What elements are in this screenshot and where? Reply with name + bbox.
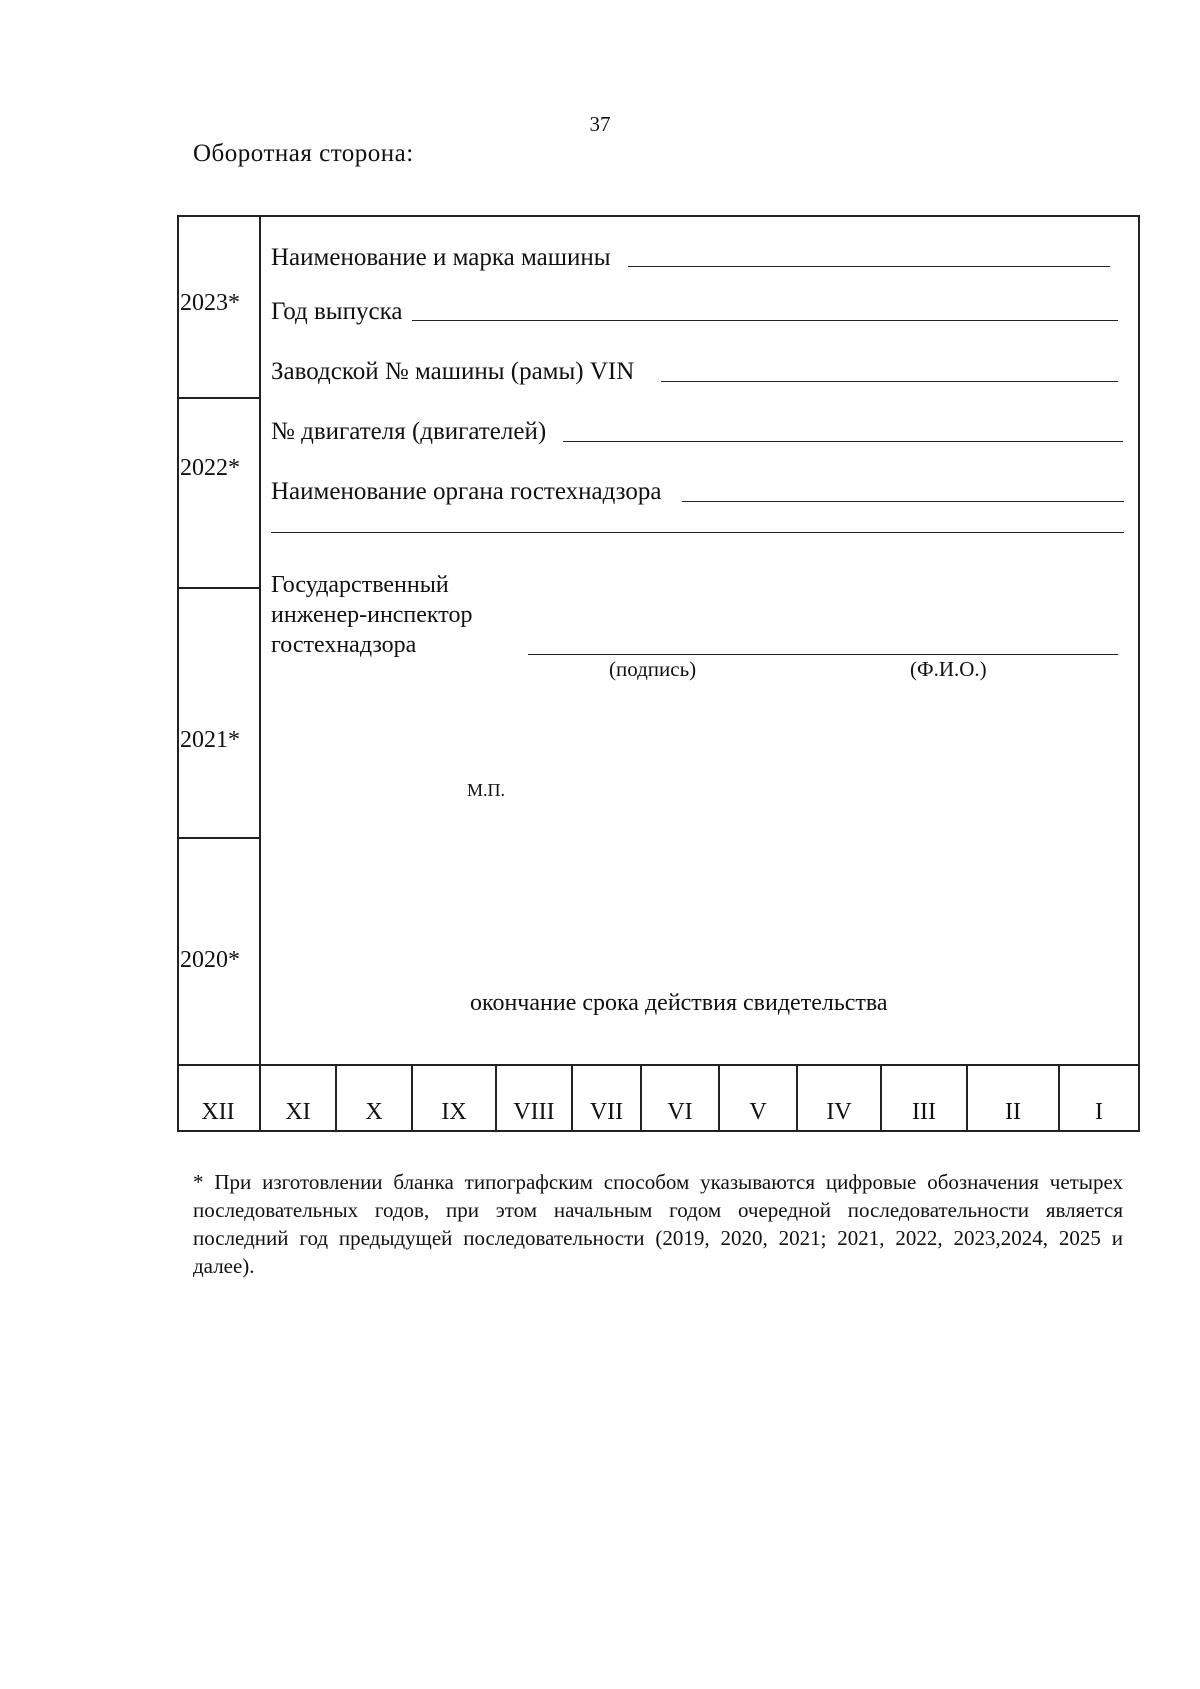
serial-vin-line[interactable]: [661, 381, 1118, 382]
page-number: 37: [589, 112, 611, 136]
month-cell[interactable]: [796, 1065, 880, 1132]
year-label: 2023*: [180, 290, 240, 316]
signature-caption: (подпись): [609, 657, 697, 681]
year-label: 2022*: [180, 455, 240, 481]
expiry-label: окончание срока действия свидетельства: [470, 990, 888, 1016]
months-row: [177, 1065, 1140, 1132]
month-label: II: [1005, 1099, 1021, 1125]
inspector-title-line: Государственный: [271, 572, 449, 598]
month-cell[interactable]: [177, 1065, 259, 1132]
month-cell[interactable]: [259, 1065, 335, 1132]
year-column-divider: [259, 215, 261, 1065]
name-brand-line[interactable]: [628, 266, 1110, 267]
month-label: VII: [589, 1099, 624, 1125]
month-label: III: [912, 1099, 936, 1125]
month-cell[interactable]: [495, 1065, 571, 1132]
month-cell[interactable]: [966, 1065, 1058, 1132]
month-cell[interactable]: [411, 1065, 495, 1132]
month-label: XII: [201, 1099, 235, 1125]
year-row-divider: [177, 587, 259, 589]
month-cell[interactable]: [1058, 1065, 1138, 1132]
month-label: I: [1095, 1099, 1103, 1125]
month-label: X: [365, 1099, 383, 1125]
side-title: Оборотная сторона:: [193, 140, 414, 167]
month-cell[interactable]: [335, 1065, 411, 1132]
field-serial-vin: Заводской № машины (рамы) VIN: [271, 358, 635, 385]
engine-number-line[interactable]: [563, 441, 1123, 442]
footnote: * При изготовлении бланка типографским способом указываются цифровые обозначения четырех последовательных годов, при этом начальным годом очередной последовательности является последний год предыдущей последовательности (2019, 2020, 2021; 2021, 2022, 2023,2024, 2025 и далее).: [193, 1170, 1123, 1278]
field-authority: Наименование органа гостехнадзора: [271, 478, 662, 505]
authority-line[interactable]: [682, 501, 1124, 502]
year-row-divider: [177, 837, 259, 839]
month-cell[interactable]: [880, 1065, 966, 1132]
name-caption: (Ф.И.О.): [910, 657, 987, 681]
year-of-manufacture-line[interactable]: [412, 320, 1118, 321]
field-name-brand: Наименование и марка машины: [271, 244, 611, 271]
inspector-title-line: инженер-инспектор: [271, 602, 473, 628]
year-label: 2021*: [180, 727, 240, 753]
year-row-divider: [177, 397, 259, 399]
month-cell[interactable]: [571, 1065, 640, 1132]
month-label: V: [749, 1099, 767, 1125]
month-label: VIII: [513, 1099, 555, 1125]
month-label: IX: [441, 1099, 467, 1125]
seal-label: М.П.: [467, 780, 506, 800]
month-label: VI: [667, 1099, 693, 1125]
signature-line[interactable]: [528, 654, 1118, 655]
month-label: XI: [285, 1099, 311, 1125]
inspector-title: [271, 570, 472, 660]
field-year-of-manufacture: Год выпуска: [271, 298, 403, 325]
inspector-title-line: гостехнадзора: [271, 632, 417, 658]
month-cell[interactable]: [640, 1065, 718, 1132]
month-cell[interactable]: [718, 1065, 796, 1132]
month-label: IV: [826, 1099, 852, 1125]
year-label: 2020*: [180, 947, 240, 973]
field-engine-number: № двигателя (двигателей): [271, 418, 547, 445]
authority-line-2[interactable]: [271, 532, 1124, 533]
